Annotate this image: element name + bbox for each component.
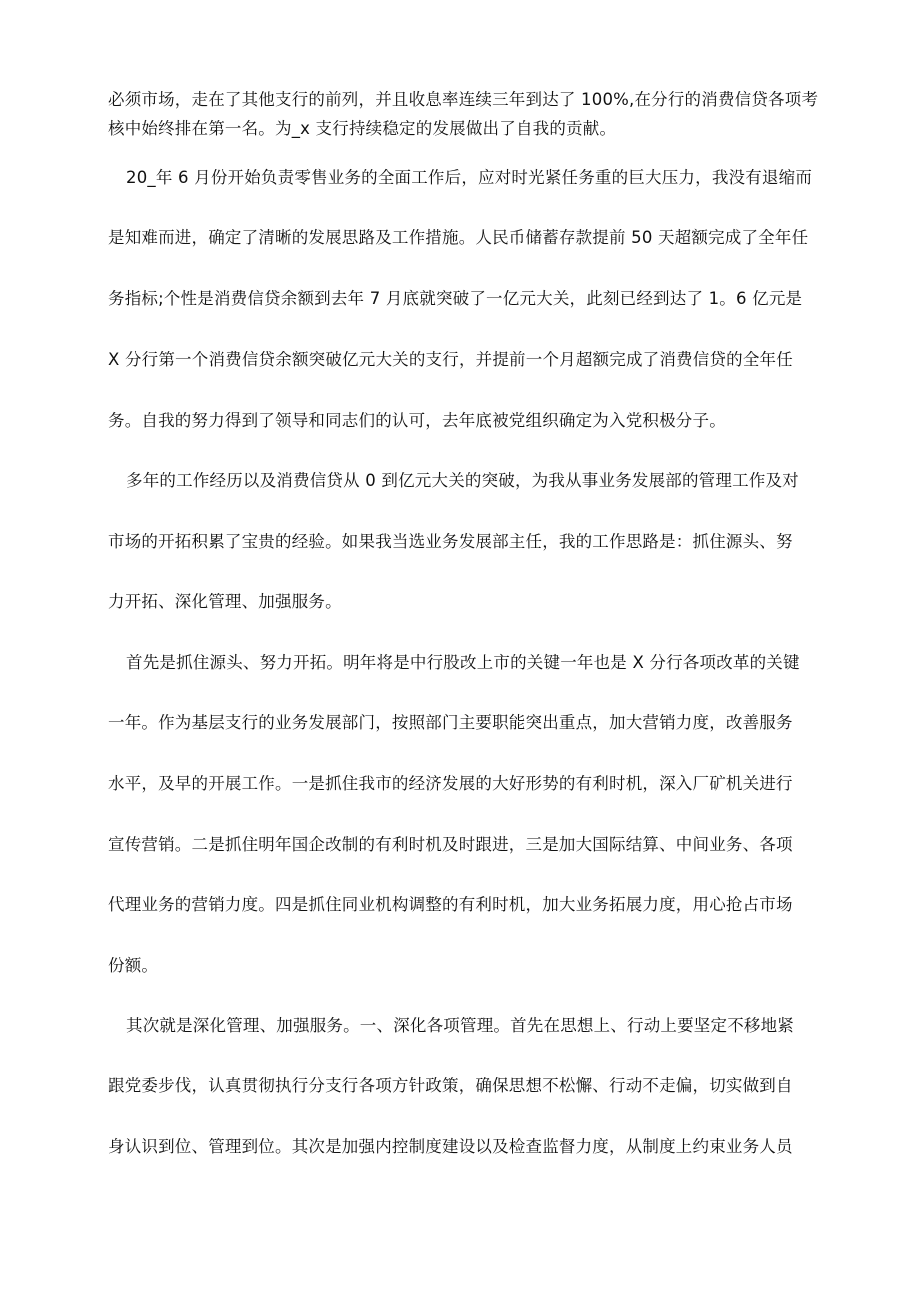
paragraph-line: X 分行第一个消费信贷余额突破亿元大关的支行，并提前一个月超额完成了消费信贷的全年任	[108, 350, 793, 369]
paragraph-line: 其次就是深化管理、加强服务。一、深化各项管理。首先在思想上、行动上要坚定不移地紧	[126, 1016, 794, 1035]
paragraph-line: 代理业务的营销力度。四是抓住同业机构调整的有利时机，加大业务拓展力度，用心抢占市场	[108, 895, 793, 914]
paragraph-line: 市场的开拓积累了宝贵的经验。如果我当选业务发展部主任，我的工作思路是：抓住源头、努	[108, 532, 793, 551]
paragraph-line: 必须市场，走在了其他支行的前列，并且收息率连续三年到达了 100%,在分行的消费信贷各项考	[108, 90, 819, 109]
paragraph-line: 一年。作为基层支行的业务发展部门，按照部门主要职能突出重点，加大营销力度，改善服务	[108, 713, 793, 732]
paragraph-line: 水平，及早的开展工作。一是抓住我市的经济发展的大好形势的有利时机，深入厂矿机关进行	[108, 774, 793, 793]
paragraph-line: 核中始终排在第一名。为_x 支行持续稳定的发展做出了自我的贡献。	[108, 119, 617, 138]
paragraph-line: 首先是抓住源头、努力开拓。明年将是中行股改上市的关键一年也是 X 分行各项改革的关键	[126, 653, 800, 672]
paragraph-line: 多年的工作经历以及消费信贷从 0 到亿元大关的突破，为我从事业务发展部的管理工作及对	[126, 471, 799, 490]
paragraph-line: 务指标;个性是消费信贷余额到去年 7 月底就突破了一亿元大关，此刻已经到达了 1。6 亿元是	[108, 289, 803, 308]
paragraph-line: 宣传营销。二是抓住明年国企改制的有利时机及时跟进，三是加大国际结算、中间业务、各项	[108, 835, 793, 854]
paragraph-line: 力开拓、深化管理、加强服务。	[108, 592, 342, 611]
paragraph-line: 务。自我的努力得到了领导和同志们的认可，去年底被党组织确定为入党积极分子。	[108, 411, 726, 430]
paragraph-line: 份额。	[108, 956, 159, 975]
paragraph-line: 跟党委步伐，认真贯彻执行分支行各项方针政策，确保思想不松懈、行动不走偏，切实做到自	[108, 1076, 793, 1095]
paragraph-line: 20_年 6 月份开始负责零售业务的全面工作后，应对时光紧任务重的巨大压力，我没有退缩而	[126, 168, 813, 187]
paragraph-line: 是知难而进，确定了清晰的发展思路及工作措施。人民币储蓄存款提前 50 天超额完成了全年任	[108, 228, 809, 247]
paragraph-line: 身认识到位、管理到位。其次是加强内控制度建设以及检查监督力度，从制度上约束业务人员	[108, 1137, 793, 1156]
